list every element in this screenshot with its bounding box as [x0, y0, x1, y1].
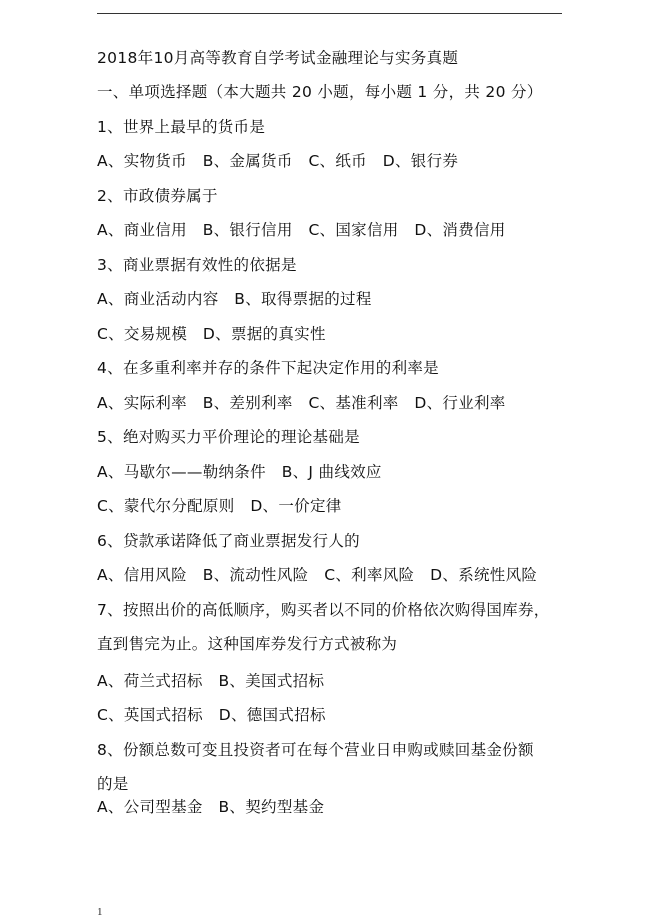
- question-8-options: A、公司型基金 B、契约型基金: [97, 798, 325, 816]
- question-3-stem: 3、商业票据有效性的依据是: [97, 256, 297, 274]
- question-1-options: A、实物货币 B、金属货币 C、纸币 D、银行券: [97, 152, 459, 170]
- question-6-options: A、信用风险 B、流动性风险 C、利率风险 D、系统性风险: [97, 566, 538, 584]
- question-5-options-row1: A、马歇尔——勒纳条件 B、J 曲线效应: [97, 463, 382, 481]
- question-1-stem: 1、世界上最早的货币是: [97, 118, 266, 136]
- question-7-stem-line2: 直到售完为止。这种国库券发行方式被称为: [97, 635, 398, 653]
- question-6-stem: 6、贷款承诺降低了商业票据发行人的: [97, 532, 360, 550]
- question-4-options: A、实际利率 B、差别利率 C、基准利率 D、行业利率: [97, 394, 506, 412]
- page-number: 1: [97, 906, 103, 918]
- question-4-stem: 4、在多重利率并存的条件下起决定作用的利率是: [97, 359, 439, 377]
- question-5-options-row2: C、蒙代尔分配原则 D、一价定律: [97, 497, 342, 515]
- question-7-options-row2: C、英国式招标 D、德国式招标: [97, 706, 326, 724]
- question-7-options-row1: A、荷兰式招标 B、美国式招标: [97, 672, 325, 690]
- question-8-stem-line1: 8、份额总数可变且投资者可在每个营业日申购或赎回基金份额: [97, 741, 534, 759]
- question-3-options-row2: C、交易规模 D、票据的真实性: [97, 325, 326, 343]
- section-heading: 一、单项选择题（本大题共 20 小题，每小题 1 分，共 20 分）: [97, 83, 543, 101]
- document-title: 2018年10月高等教育自学考试金融理论与实务真题: [97, 49, 459, 67]
- question-7-stem-line1: 7、按照出价的高低顺序，购买者以不同的价格依次购得国库券，: [97, 601, 550, 619]
- header-rule: [97, 13, 562, 14]
- question-2-stem: 2、市政债券属于: [97, 187, 218, 205]
- question-5-stem: 5、绝对购买力平价理论的理论基础是: [97, 428, 360, 446]
- question-8-stem-line2: 的是: [97, 775, 129, 793]
- question-2-options: A、商业信用 B、银行信用 C、国家信用 D、消费信用: [97, 221, 506, 239]
- question-3-options-row1: A、商业活动内容 B、取得票据的过程: [97, 290, 372, 308]
